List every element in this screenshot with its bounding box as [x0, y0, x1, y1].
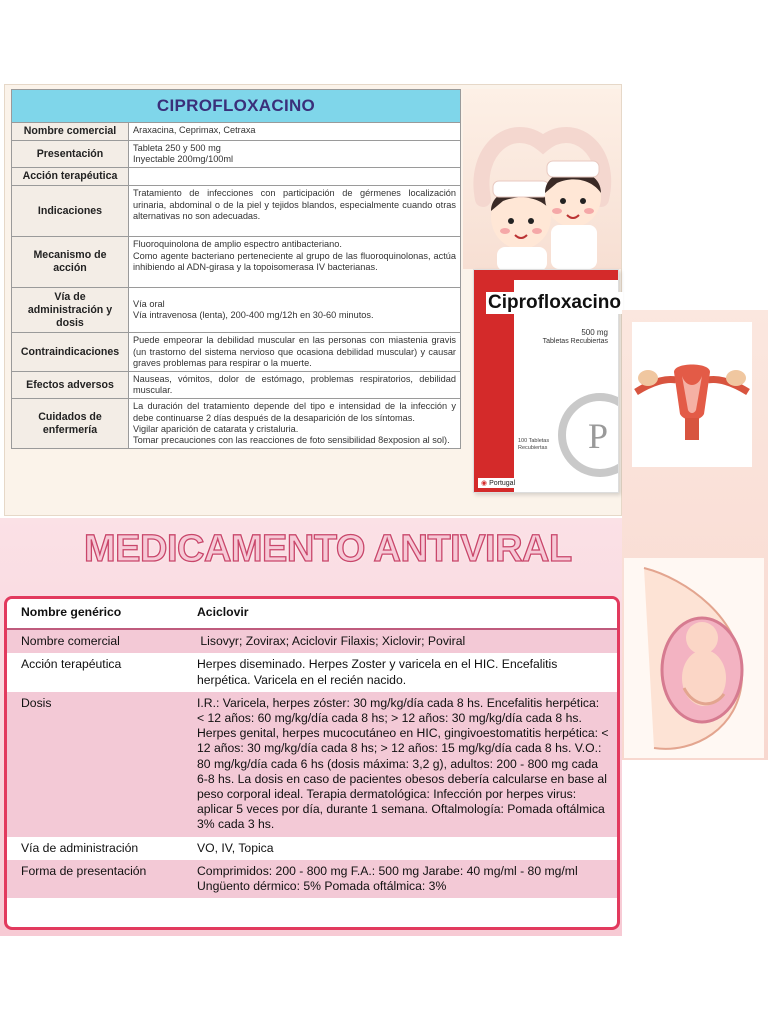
row-label: Nombre comercial [7, 629, 189, 653]
row-label: Forma de presentación [7, 860, 189, 898]
box-brand-label: Portugal [489, 480, 516, 487]
ciprofloxacino-card [4, 84, 622, 516]
uterus-illustration [632, 322, 752, 467]
antiviral-card [4, 596, 620, 930]
box-dose-subtitle: Tabletas Recubiertas [542, 338, 608, 345]
row-label: Acción terapéutica [7, 653, 189, 691]
table-row [12, 333, 461, 372]
row-value: I.R.: Varicela, herpes zóster: 30 mg/kg/día cada 8 hs. Encefalitis herpética: < 12 años: 60 mg/kg/día cada 8 hs; > 12 años: 30 mg/kg/día cada 8 hs. Herpes genital, herpes mucocutáneo en HIC, gingivoestomatitis herpética: < 12 años: 30 mg/kg/día cada 8 hs; > 12 años: 15 mg/kg/día cada 8 hs. V.O.: 80 mg/kg/día cada 6 hs (dosis máxima: 3,2 g), adultos: 200 - 800 mg cada 6-8 hs. La dosis en caso de pacientes obesos debería calcularse en base al peso corporal ideal. Terapia dermatológica: Infección por herpes virus: aplicar 5 veces por día, durante 1 semana. Oftalmología: Pomada oftálmica 3% cada 3 hs. [189, 692, 617, 837]
brand-logo-icon: ◉ [481, 480, 488, 487]
row-label: Efectos adversos [12, 372, 129, 399]
antiviral-title: MEDICAMENTO ANTIVIRAL [84, 528, 572, 570]
row-value: Lisovyr; Zovirax; Aciclovir Filaxis; Xiclovir; Poviral [189, 629, 617, 653]
table-row [12, 288, 461, 333]
table-row [7, 629, 617, 653]
pregnancy-illustration [624, 558, 764, 758]
table-row [7, 860, 617, 898]
row-value: Araxacina, Ceprimax, Cetraxa [129, 123, 461, 141]
row-value: Tableta 250 y 500 mg Inyectable 200mg/100ml [129, 141, 461, 168]
row-label: Indicaciones [12, 186, 129, 237]
table-row [12, 168, 461, 186]
box-product-name: Ciprofloxacino [488, 292, 622, 313]
ciprofloxacino-title: CIPROFLOXACINO [12, 90, 461, 123]
row-label: Dosis [7, 692, 189, 837]
box-brand [478, 478, 518, 488]
row-label: Cuidados de enfermería [12, 399, 129, 449]
row-value: Comprimidos: 200 - 800 mg F.A.: 500 mg Jarabe: 40 mg/ml - 80 mg/ml Ungüento dérmico: 5% Pomada oftálmica: 3% [189, 860, 617, 898]
box-count: 100 Tabletas Recubiertas [518, 438, 550, 451]
table-row [12, 399, 461, 449]
row-label: Acción terapéutica [12, 168, 129, 186]
row-value: Fluoroquinolona de amplio espectro antibacteriano. Como agente bacteriano perteneciente al grupo de las fluoroquinolonas, actúa inhibiendo al ADN-girasa y la topoisomerasa IV bacterianas. [129, 237, 461, 288]
box-logo-icon [558, 390, 618, 480]
row-label: Nombre comercial [12, 123, 129, 141]
header-label: Nombre genérico [7, 599, 189, 629]
row-value: Puede empeorar la debilidad muscular en las personas con miastenia gravis (un trastorno del sistema nervioso que ocasiona debilidad muscular) y causar graves problemas para respirar o la muerte. [129, 333, 461, 372]
row-value: Nauseas, vómitos, dolor de estómago, problemas respiratorios, debilidad muscular. [129, 372, 461, 399]
row-label: Vía de administración [7, 837, 189, 860]
ciprofloxacino-box-image [473, 269, 622, 493]
row-value [129, 168, 461, 186]
ciprofloxacino-table [11, 89, 461, 449]
box-dose [543, 328, 608, 346]
table-row [12, 123, 461, 141]
box-dose-value: 500 mg [581, 328, 608, 337]
header-value: Aciclovir [189, 599, 617, 629]
table-row [12, 237, 461, 288]
table-row [7, 692, 617, 837]
table-row [12, 372, 461, 399]
row-label: Vía de administración y dosis [12, 288, 129, 333]
row-value: Vía oral Vía intravenosa (lenta), 200-400 mg/12h en 30-60 minutos. [129, 288, 461, 333]
antiviral-table [7, 599, 617, 898]
row-value: La duración del tratamiento depende del tipo e intensidad de la infección y debe continuarse 2 días después de la desaparición de los síntomas. Vigilar aparición de catarata y cristaluria. Tomar precauciones con las reacciones de foto sensibilidad 8exposion al sol). [129, 399, 461, 449]
row-value: VO, IV, Topica [189, 837, 617, 860]
table-row [12, 186, 461, 237]
row-label: Mecanismo de acción [12, 237, 129, 288]
row-label: Presentación [12, 141, 129, 168]
row-value: Herpes diseminado. Herpes Zoster y varicela en el HIC. Encefalitis herpética. Varicela en el recién nacido. [189, 653, 617, 691]
nurses-heart-icon [463, 89, 621, 269]
table-row [12, 141, 461, 168]
box-logo-letter: P [588, 416, 609, 456]
row-value: Tratamiento de infecciones con participación de gérmenes localización urinaria, abdominal o de la piel y tejidos blandos, especialmente cuando otras alternativas no son adecuadas. [129, 186, 461, 237]
uterus-icon [632, 322, 752, 467]
nurses-illustration [463, 89, 621, 269]
fetus-in-womb-icon [624, 558, 764, 758]
table-header-row [7, 599, 617, 629]
table-row [7, 837, 617, 860]
table-row [7, 653, 617, 691]
row-label: Contraindicaciones [12, 333, 129, 372]
